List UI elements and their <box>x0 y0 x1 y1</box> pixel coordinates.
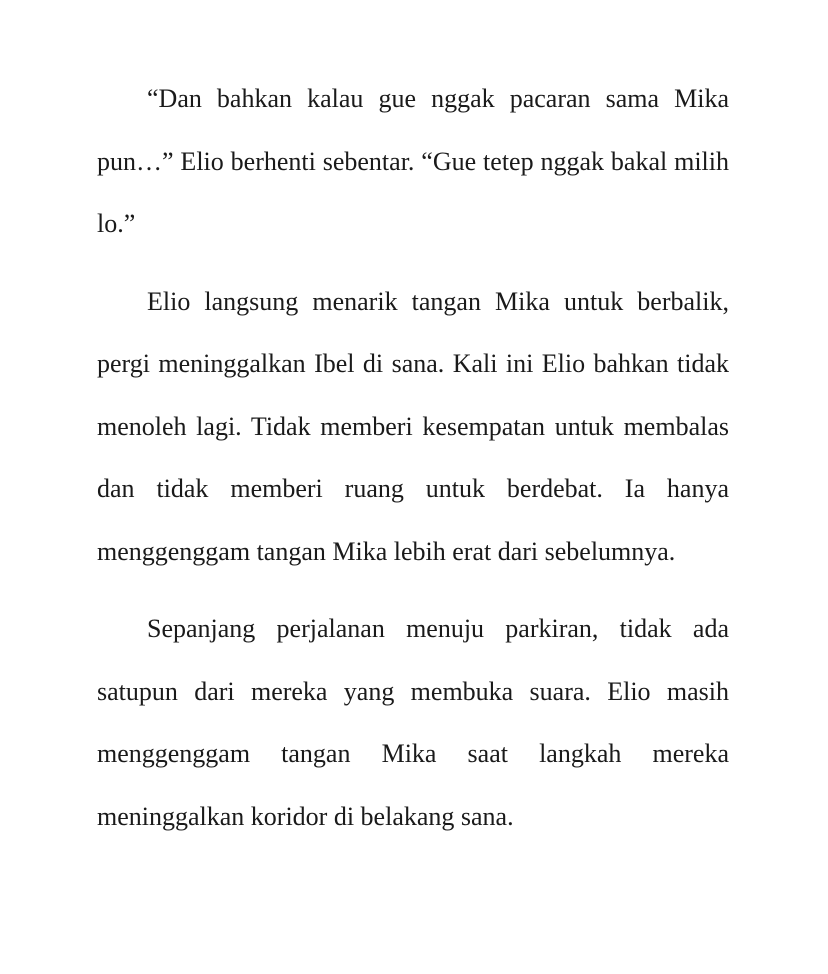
paragraph: “Dan bahkan kalau gue nggak pacaran sama Mika pun…” Elio berhenti sebentar. “Gue tetep nggak bakal milih lo.” <box>97 84 729 238</box>
paragraph: Sepanjang perjalanan menuju parkiran, tidak ada satupun dari mereka yang membuka suara. Elio masih menggenggam tangan Mika saat langkah mereka meninggalkan koridor di belakang sana. <box>97 614 729 831</box>
paragraph: Elio langsung menarik tangan Mika untuk berbalik, pergi meninggalkan Ibel di sana. Kali ini Elio bahkan tidak menoleh lagi. Tidak memberi kesempatan untuk membalas dan tidak memberi ruang untuk berdebat. Ia hanya menggenggam tangan Mika lebih erat dari sebelumnya. <box>97 286 729 566</box>
document-body <box>97 68 729 848</box>
